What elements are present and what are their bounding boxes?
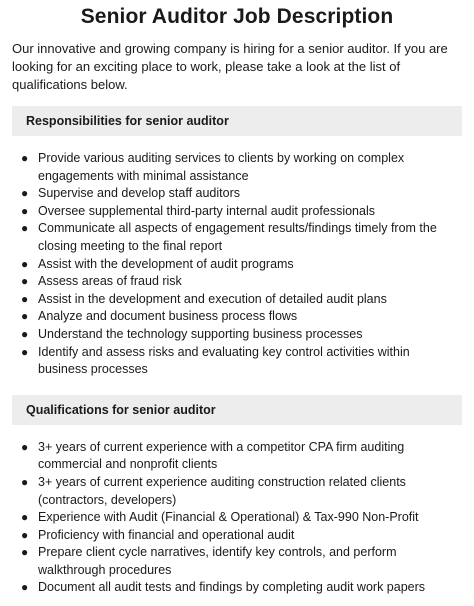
list-item-text: Identify and assess risks and evaluating key control activities within business processes [38,344,410,377]
list-item [12,256,462,274]
responsibilities-heading: Responsibilities for senior auditor [12,106,462,136]
bullet-icon: ● [21,186,29,201]
intro-paragraph: Our innovative and growing company is hiring for a senior auditor. If you are looking for an exciting place to work, please take a look at the list of qualifications below. [12,41,448,92]
bullet-icon: ● [21,203,29,218]
qualifications-heading: Qualifications for senior auditor [12,395,462,425]
bullet-icon: ● [21,326,29,341]
list-item [12,439,462,474]
list-item [12,220,462,255]
list-item-text: Prepare client cycle narratives, identify key controls, and perform walkthrough procedures [38,545,397,577]
list-item [12,291,462,309]
bullet-icon: ● [21,545,29,560]
bullet-icon: ● [21,439,29,454]
list-item-text: Assist with the development of audit programs [38,256,294,271]
list-item [12,185,462,203]
list-item [12,308,462,326]
list-item [12,527,462,545]
list-item [12,326,462,344]
list-item [12,273,462,291]
bullet-icon: ● [21,510,29,525]
list-item-text: Provide various auditing services to clients by working on complex engagements with minimal assistance [38,151,405,183]
list-item [12,579,462,597]
list-item [12,203,462,221]
list-item [12,509,462,527]
bullet-icon: ● [21,151,29,165]
qualifications-list [12,439,462,597]
bullet-icon: ● [21,274,29,289]
responsibilities-section [12,106,462,379]
list-item-text: Assess areas of fraud risk [38,274,182,289]
list-item-text: Oversee supplemental third-party internal audit professionals [38,203,375,218]
bullet-icon: ● [21,580,29,595]
bullet-icon: ● [21,221,29,236]
responsibilities-list [12,150,462,379]
bullet-icon: ● [21,256,29,271]
bullet-icon: ● [21,344,29,359]
list-item [12,474,462,509]
list-item-text: Analyze and document business process flows [38,309,298,324]
list-item [12,344,462,379]
list-item-text: Communicate all aspects of engagement results/findings timely from the closing meeting to the final report [38,221,437,253]
list-item-text: 3+ years of current experience auditing construction related clients (contractors, developers) [38,474,406,507]
bullet-icon: ● [21,291,29,306]
list-item-text: Proficiency with financial and operational audit [38,527,295,542]
list-item-text: Experience with Audit (Financial & Operational) & Tax-990 Non-Profit [38,510,419,525]
list-item [12,150,462,185]
page-title: Senior Auditor Job Description [80,5,394,28]
list-item-text: Understand the technology supporting business processes [38,326,363,341]
list-item-text: Document all audit tests and findings by completing audit work papers [38,580,426,595]
list-item-text: Assist in the development and execution of detailed audit plans [38,291,387,306]
bullet-icon: ● [21,309,29,324]
list-item-text: 3+ years of current experience with a competitor CPA firm auditing commercial and nonprofit clients [38,439,405,472]
list-item [12,544,462,579]
qualifications-section [12,395,462,597]
list-item-text: Supervise and develop staff auditors [38,186,240,201]
bullet-icon: ● [21,527,29,542]
bullet-icon: ● [21,474,29,489]
